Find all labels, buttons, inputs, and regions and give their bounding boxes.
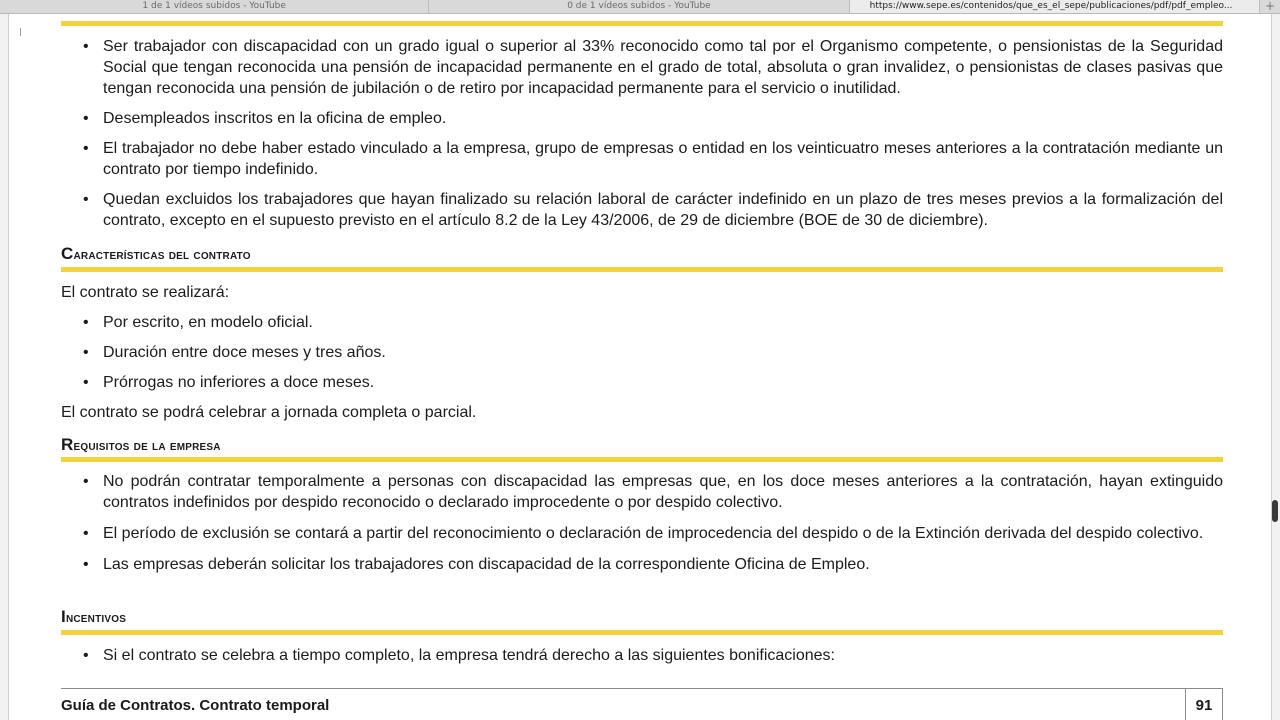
section-title-incentivos: Incentivos (61, 607, 127, 626)
list-item: • El trabajador no debe haber estado vinculado a la empresa, grupo de empresas o entidad en los veinticuatro meses anteriores a la contratación mediante un contrato por tiempo indefinido. (83, 138, 1223, 180)
footer-rule (61, 688, 1223, 689)
list-item: • No podrán contratar temporalmente a personas con discapacidad las empresas que, en los doce meses anteriores a la contratación, hayan extinguido contratos indefinidos por despido reconocido o declarado improcedente o por despido colectivo. (83, 471, 1223, 513)
company-requirements-list (83, 471, 1223, 575)
pdf-page (8, 14, 1272, 720)
footer-title: Guía de Contratos. Contrato temporal (61, 697, 330, 714)
eligibility-list (83, 36, 1223, 231)
list-item: • El período de exclusión se contará a partir del reconocimiento o declaración de improcedencia del despido o de la Extinción derivada del despido colectivo. (83, 523, 1223, 544)
browser-tab-bar (0, 0, 1280, 14)
section-rule (61, 457, 1223, 462)
paragraph: El contrato se realizará: (61, 284, 230, 301)
contract-characteristics-list (83, 312, 1223, 393)
tab-youtube-1[interactable]: 1 de 1 vídeos subidos - YouTube (0, 0, 429, 13)
list-item: • Si el contrato se celebra a tiempo completo, la empresa tendrá derecho a las siguientes bonificaciones: (83, 645, 1223, 666)
tab-sepe-pdf[interactable]: https://www.sepe.es/contenidos/que_es_el_sepe/publicaciones/pdf/pdf_empleo... (850, 0, 1260, 13)
list-item: • Duración entre doce meses y tres años. (83, 342, 1223, 363)
list-item: • Ser trabajador con discapacidad con un grado igual o superior al 33% reconocido como tal por el Organismo competente, o pensionistas de la Seguridad Social que tengan reconocida una pensión de incapacidad permanente en el grado de total, absoluta o gran invalidez, o pensionistas de clases pasivas que tengan reconocida una pensión de jubilación o de retiro por incapacidad permanente para el servicio o inutilidad. (83, 36, 1223, 99)
page-edge-mark (20, 28, 21, 36)
section-title-caracteristicas: Características del contrato (61, 244, 251, 263)
new-tab-button[interactable]: + (1264, 0, 1276, 13)
list-item: • Las empresas deberán solicitar los trabajadores con discapacidad de la correspondiente Oficina de Empleo. (83, 554, 1223, 575)
section-rule (61, 630, 1223, 635)
page-number-box (1185, 688, 1223, 720)
section-title-requisitos: Requisitos de la empresa (61, 435, 221, 454)
page-number: 91 (1195, 697, 1213, 714)
incentives-list (83, 645, 1223, 666)
tab-youtube-0[interactable]: 0 de 1 vídeos subidos - YouTube (429, 0, 849, 13)
scrollbar-thumb[interactable] (1272, 500, 1278, 522)
section-rule-top (61, 21, 1223, 26)
list-item: • Por escrito, en modelo oficial. (83, 312, 1223, 333)
paragraph: El contrato se podrá celebrar a jornada completa o parcial. (61, 404, 477, 421)
list-item: • Desempleados inscritos en la oficina de empleo. (83, 108, 1223, 129)
section-rule (61, 267, 1223, 272)
list-item: • Prórrogas no inferiores a doce meses. (83, 372, 1223, 393)
list-item: • Quedan excluidos los trabajadores que hayan finalizado su relación laboral de carácter indefinido en un plazo de tres meses previos a la formalización del contrato, excepto en el supuesto previsto en el artículo 8.2 de la Ley 43/2006, de 29 de diciembre (BOE de 30 de diciembre). (83, 189, 1223, 231)
